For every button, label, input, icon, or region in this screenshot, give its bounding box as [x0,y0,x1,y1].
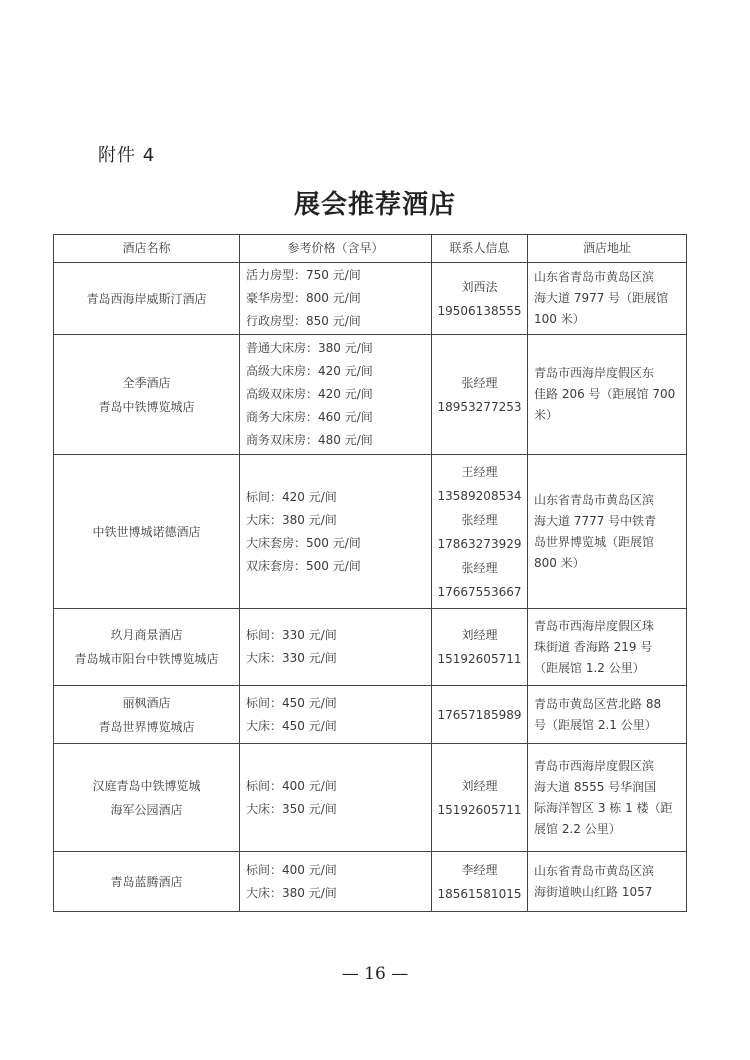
contact-info-line: 17667553667 [437,584,522,599]
contact-info-cell [432,455,528,609]
hotel-rows [54,263,687,912]
price-list-line: 高级双床房：420 元/间 [246,387,373,401]
price-list-line: 标间：400 元/间 [246,862,337,877]
hotel-address-line: 青岛市西海岸度假区滨 [534,758,655,773]
hotel-address-line: 100 米） [534,312,585,326]
hotel-address-line: 海街道映山红路 1057 [534,884,653,899]
contact-info-line: 刘经理 [461,778,498,793]
hotel-name-cell [54,335,240,455]
price-list-cell [240,744,432,852]
contact-info-line: 17863273929 [437,536,522,551]
hotel-name-cell [54,686,240,744]
hotel-address-line: 青岛市西海岸度假区东 [534,366,655,380]
hotel-address-cell [528,263,687,335]
price-list-cell [240,852,432,912]
hotel-address-line: 展馆 2.2 公里） [534,821,621,836]
table-row [54,686,687,744]
contact-info-cell [432,686,528,744]
hotel-address-line: 山东省青岛市黄岛区滨 [534,863,655,878]
header-address: 酒店地址 [528,235,687,263]
price-list-line: 活力房型：750 元/间 [246,268,361,282]
hotel-address-line: 青岛市黄岛区营北路 88 [534,696,662,711]
price-list-line: 标间：330 元/间 [246,628,337,642]
price-list-line: 大床：380 元/间 [246,512,337,527]
header-price: 参考价格（含早） [240,235,432,263]
table-row [54,744,687,852]
hotel-name-line: 汉庭青岛中铁博览城 [92,778,201,793]
hotel-address-line: 山东省青岛市黄岛区滨 [534,270,655,284]
contact-info-line: 17657185989 [437,707,522,722]
contact-info-line: 李经理 [461,862,498,877]
price-list-line: 商务大床房：460 元/间 [246,410,373,424]
contact-info-line: 张经理 [461,512,498,527]
hotel-address-line: 海大道 7977 号（距展馆 [534,291,669,305]
hotel-address-cell [528,744,687,852]
price-list-line: 高级大床房：420 元/间 [246,364,373,378]
contact-info-cell [432,744,528,852]
hotel-name-line: 丽枫酒店 [122,695,171,710]
hotel-address-cell [528,455,687,609]
table-row [54,455,687,609]
hotel-name-line: 海军公园酒店 [110,802,183,817]
contact-info-cell [432,609,528,686]
hotel-name-line: 玖月商景酒店 [110,628,183,642]
hotel-name-line: 青岛蓝腾酒店 [110,874,183,889]
page-number: — 16 — [341,964,409,984]
hotel-address-cell [528,335,687,455]
hotel-address-line: 800 米） [534,555,585,570]
contact-info-cell [432,335,528,455]
price-list-line: 大床：330 元/间 [246,651,337,665]
hotel-name-line: 青岛世界博览城店 [98,719,195,734]
price-list-line: 标间：450 元/间 [246,695,337,710]
header-hotel-name: 酒店名称 [54,235,240,263]
contact-info-line: 刘西法 [461,279,498,294]
price-list-cell [240,686,432,744]
price-list-line: 大床：380 元/间 [246,885,337,900]
hotel-address-line: 海大道 8555 号华润国 [534,779,657,794]
contact-info-cell [432,263,528,335]
hotel-address-line: 青岛市西海岸度假区珠 [534,618,655,633]
hotel-address-line: 岛世界博览城（距展馆 [534,534,655,549]
hotel-name-cell [54,609,240,686]
contact-info-line: 15192605711 [437,802,522,817]
attachment-label: 附件 4 [98,145,156,166]
price-list-cell [240,609,432,686]
hotel-address-line: 佳路 206 号（距展馆 700 [534,387,676,401]
hotel-address-cell [528,609,687,686]
contact-info-line: 13589208534 [437,488,522,503]
hotel-address-line: 际海洋智区 3 栋 1 楼（距 [534,800,673,815]
hotel-address-line: 米） [534,408,559,422]
hotel-name-cell [54,455,240,609]
price-list-line: 商务双床房：480 元/间 [246,433,373,447]
price-list-line: 大床：450 元/间 [246,718,337,733]
hotel-table [53,234,687,912]
contact-info-line: 18561581015 [437,886,522,901]
hotel-address-cell [528,686,687,744]
contact-info-line: 19506138555 [437,303,522,318]
hotel-name-line: 青岛城市阳台中铁博览城店 [74,652,219,666]
contact-info-line: 15192605711 [437,652,522,666]
hotel-address-line: （距展馆 1.2 公里） [534,660,645,675]
price-list-cell [240,335,432,455]
page-title: 展会推荐酒店 [293,190,456,220]
hotel-address-line: 珠街道 香海路 219 号 [534,639,653,654]
price-list-cell [240,263,432,335]
contact-info-line: 张经理 [461,560,498,575]
price-list-cell [240,455,432,609]
hotel-name-cell [54,744,240,852]
table-row [54,852,687,912]
hotel-address-cell [528,852,687,912]
price-list-line: 大床套房：500 元/间 [246,535,361,550]
hotel-name-line: 中铁世博城诺德酒店 [92,524,201,539]
contact-info-line: 张经理 [461,375,498,390]
contact-info-cell [432,852,528,912]
price-list-line: 标间：400 元/间 [246,778,337,793]
hotel-name-line: 青岛西海岸威斯汀酒店 [86,291,207,306]
hotel-name-line: 青岛中铁博览城店 [98,399,195,414]
hotel-address-line: 号（距展馆 2.1 公里） [534,717,657,732]
header-contact: 联系人信息 [432,235,528,263]
table-row [54,609,687,686]
price-list-line: 豪华房型：800 元/间 [246,291,361,305]
contact-info-line: 王经理 [461,464,498,479]
price-list-line: 大床：350 元/间 [246,801,337,816]
contact-info-line: 18953277253 [437,399,522,414]
hotel-address-line: 山东省青岛市黄岛区滨 [534,492,655,507]
table-header-row [54,235,687,263]
price-list-line: 标间：420 元/间 [246,489,337,504]
hotel-address-line: 海大道 7777 号中铁青 [534,513,657,528]
table-row [54,263,687,335]
hotel-name-cell [54,263,240,335]
price-list-line: 双床套房：500 元/间 [246,558,361,573]
price-list-line: 行政房型：850 元/间 [246,314,361,328]
hotel-name-line: 全季酒店 [122,375,171,390]
price-list-line: 普通大床房：380 元/间 [246,341,373,355]
hotel-name-cell [54,852,240,912]
contact-info-line: 刘经理 [461,628,498,642]
table-row [54,335,687,455]
